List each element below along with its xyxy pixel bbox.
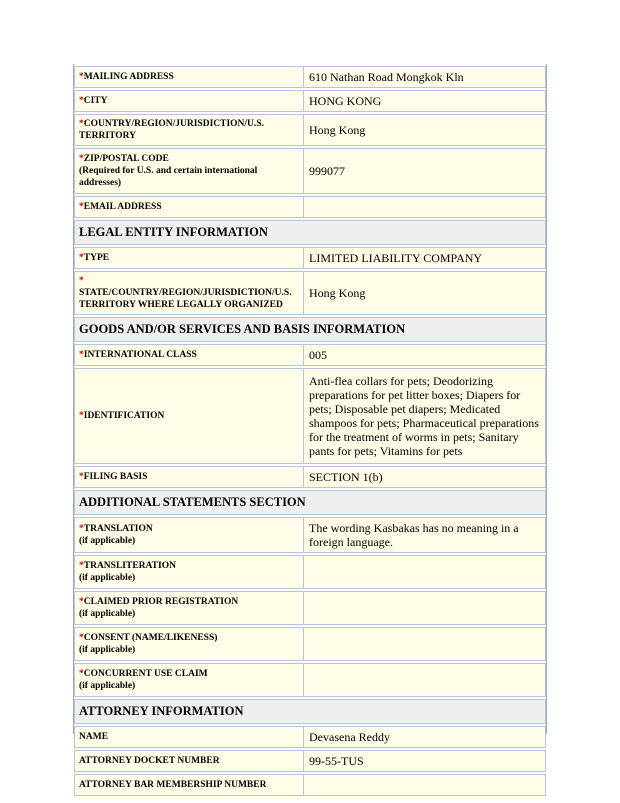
field-label-cell (74, 344, 304, 366)
field-label-cell (74, 90, 304, 112)
field-value: The wording Kasbakas has no meaning in a foreign language. (304, 517, 546, 553)
field-label: TRANSLATION (83, 524, 153, 534)
field-value (304, 555, 546, 589)
field-value (304, 196, 546, 218)
required-asterisk: * (79, 472, 84, 482)
section-title: ATTORNEY INFORMATION (74, 699, 546, 724)
field-label: ZIP/POSTAL CODE (83, 154, 169, 164)
form-field-row (74, 663, 546, 697)
field-label: TYPE (83, 253, 110, 263)
field-label-cell (74, 66, 304, 88)
field-value: 005 (304, 344, 546, 366)
field-label-cell (74, 368, 304, 464)
field-note: (Required for U.S. and certain international addresses) (79, 166, 258, 188)
field-label-cell (74, 774, 304, 796)
section-header-row (74, 490, 546, 515)
required-asterisk: * (79, 633, 84, 643)
form-field-row (74, 517, 546, 553)
field-label-cell (74, 247, 304, 269)
form-rows (74, 66, 546, 796)
field-value: 610 Nathan Road Mongkok Kln (304, 66, 546, 88)
required-asterisk: * (79, 561, 84, 571)
form-field-row (74, 344, 546, 366)
field-value: SECTION 1(b) (304, 466, 546, 488)
required-asterisk: * (79, 411, 84, 421)
required-asterisk: * (79, 202, 84, 212)
form-field-row (74, 750, 546, 772)
required-asterisk: * (79, 350, 84, 360)
field-label: STATE/COUNTRY/REGION/JURISDICTION/U.S. TERRITORY WHERE LEGALLY ORGANIZED (79, 288, 292, 310)
form-field-row (74, 466, 546, 488)
form-field-row (74, 114, 546, 146)
field-value: Hong Kong (304, 271, 546, 315)
field-value: LIMITED LIABILITY COMPANY (304, 247, 546, 269)
required-asterisk: * (79, 276, 84, 286)
form-field-row (74, 90, 546, 112)
field-note: (if applicable) (79, 609, 136, 619)
field-note: (if applicable) (79, 573, 136, 583)
field-value: Devasena Reddy (304, 726, 546, 748)
field-value (304, 627, 546, 661)
field-label: NAME (79, 732, 109, 742)
field-label-cell (74, 148, 304, 194)
required-asterisk: * (79, 96, 84, 106)
form-field-row (74, 627, 546, 661)
form-field-row (74, 271, 546, 315)
form-field-row (74, 726, 546, 748)
required-asterisk: * (79, 154, 84, 164)
field-label: IDENTIFICATION (83, 411, 165, 421)
trademark-form-table (73, 64, 547, 790)
section-header-row (74, 317, 546, 342)
field-value (304, 591, 546, 625)
form-field-row (74, 555, 546, 589)
field-value (304, 663, 546, 697)
field-label-cell (74, 271, 304, 315)
form-field-row (74, 148, 546, 194)
section-title: LEGAL ENTITY INFORMATION (74, 220, 546, 245)
field-label: FILING BASIS (83, 472, 148, 482)
field-label: CLAIMED PRIOR REGISTRATION (83, 597, 239, 607)
field-value: 999077 (304, 148, 546, 194)
field-note: (if applicable) (79, 645, 136, 655)
required-asterisk: * (79, 669, 84, 679)
field-value (304, 774, 546, 796)
section-header-row (74, 699, 546, 724)
field-label: ATTORNEY DOCKET NUMBER (79, 756, 220, 766)
required-asterisk: * (79, 524, 84, 534)
form-field-row (74, 196, 546, 218)
field-value: Hong Kong (304, 114, 546, 146)
field-label-cell (74, 466, 304, 488)
field-note: (if applicable) (79, 536, 136, 546)
form-field-row (74, 774, 546, 796)
field-label: COUNTRY/REGION/JURISDICTION/U.S. TERRITORY (79, 119, 264, 141)
form-field-row (74, 368, 546, 464)
field-label-cell (74, 591, 304, 625)
section-title: GOODS AND/OR SERVICES AND BASIS INFORMATION (74, 317, 546, 342)
form-field-row (74, 247, 546, 269)
required-asterisk: * (79, 253, 84, 263)
field-label: CITY (83, 96, 108, 106)
field-value: 99-55-TUS (304, 750, 546, 772)
section-header-row (74, 220, 546, 245)
field-value: HONG KONG (304, 90, 546, 112)
field-label: TRANSLITERATION (83, 561, 176, 571)
field-label: INTERNATIONAL CLASS (83, 350, 197, 360)
field-label: EMAIL ADDRESS (83, 202, 162, 212)
required-asterisk: * (79, 72, 84, 82)
field-label: CONCURRENT USE CLAIM (83, 669, 208, 679)
form-field-row (74, 591, 546, 625)
field-label: ATTORNEY BAR MEMBERSHIP NUMBER (79, 780, 267, 790)
field-label-cell (74, 517, 304, 553)
field-label-cell (74, 555, 304, 589)
field-note: (if applicable) (79, 681, 136, 691)
required-asterisk: * (79, 119, 84, 129)
field-label: CONSENT (NAME/LIKENESS) (83, 633, 218, 643)
field-label: MAILING ADDRESS (83, 72, 174, 82)
field-label-cell (74, 726, 304, 748)
required-asterisk: * (79, 597, 84, 607)
field-label-cell (74, 114, 304, 146)
field-label-cell (74, 663, 304, 697)
field-label-cell (74, 627, 304, 661)
field-value: Anti-flea collars for pets; Deodorizing preparations for pet litter boxes; Diapers for pets; Disposable pet diapers; Medicated shampoos for pets; Pharmaceutical preparations for the treatment of worms in pets; Sanitary pants for pets; Vitamins for pets (304, 368, 546, 464)
field-label-cell (74, 750, 304, 772)
section-title: ADDITIONAL STATEMENTS SECTION (74, 490, 546, 515)
form-field-row (74, 66, 546, 88)
field-label-cell (74, 196, 304, 218)
